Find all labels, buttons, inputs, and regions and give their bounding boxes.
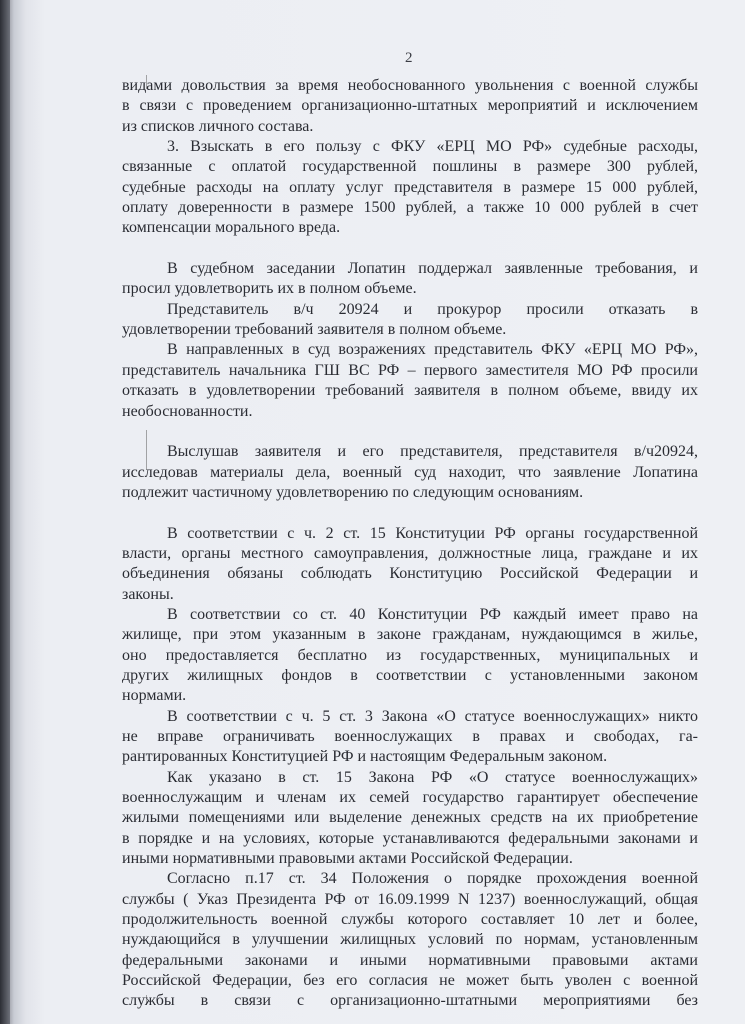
text-line: законы. [122,585,174,603]
paragraph [122,137,698,239]
paragraph-gap [122,422,698,442]
text-line: удовлетворении требований заявителя в полном объеме. [122,321,507,339]
text-line: компенсации морального вреда. [122,219,341,237]
text-line: продолжительность военной службы которого составляет 10 лет и более, [122,911,698,929]
text-line: Согласно п.17 ст. 34 Положения о порядке прохождения военной [167,870,698,888]
text-line: просил удовлетворить их в полном объеме. [122,280,417,298]
text-line: из списков личного состава. [122,117,314,135]
text-line: В соответствии с ч. 5 ст. 3 Закона «О статусе военнослужащих» никто [167,707,698,725]
paragraph [122,605,698,707]
paragraph [122,869,698,1011]
text-line: Как указано в ст. 15 Закона РФ «О статусе военнослужащих» [167,768,698,786]
text-line: службы ( Указ Президента РФ от 16.09.1999 N 1237) военнослужащий, общая [122,890,698,908]
text-line: видами довольствия за время необоснованного увольнения с военной службы [122,77,698,94]
text-line: В соответствии с ч. 2 ст. 15 Конституции РФ органы государственной [167,524,698,542]
page-number: 2 [405,50,413,66]
text-line: оно предоставляется бесплатно из государственных, муниципальных и [122,646,698,664]
text-line: оплату доверенности в размере 1500 рублей, а также 10 000 рублей в счет [122,199,698,217]
text-line: других жилищных фондов в соответствии с установленными законом [122,666,698,684]
paragraph [122,707,698,768]
paragraph-gap [122,239,698,259]
text-line: Выслушав заявителя и его представителя, представителя в/ч20924, [167,443,698,461]
text-line: отказать в удовлетворении требований заявителя в полном объеме, ввиду их [122,382,698,400]
text-line: службы в связи с организационно-штатными мероприятиями без [122,992,698,1010]
text-line: в связи с проведением организационно-штатных мероприятий и исключением [122,97,698,115]
text-line: необоснованности. [122,402,253,420]
text-line: военнослужащим и членам их семей государство гарантирует обеспечение [122,789,698,807]
text-line: нормами. [122,687,187,705]
paragraph [122,259,698,300]
text-line: жилище, при этом указанным в законе гражданам, нуждающимся в жилье, [122,626,698,644]
text-line: жилыми помещениями или выделение денежных средств на их приобретение [122,809,698,827]
text-line: власти, органы местного самоуправления, должностные лица, граждане и их [122,544,698,562]
paragraph [122,524,698,605]
paragraph [122,442,698,503]
text-line: объединения обязаны соблюдать Конституцию Российской Федерации и [122,565,698,583]
text-line: В соответствии со ст. 40 Конституции РФ каждый имеет право на [167,605,698,623]
text-line: рантированных Конституцией РФ и настоящим Федеральным законом. [122,748,608,766]
text-line: федеральными законами и иными нормативными правовыми актами [122,951,698,969]
text-line: Представитель в/ч 20924 и прокурор просили отказать в [167,300,698,318]
paragraph-gap [122,503,698,523]
text-line: связанные с оплатой государственной пошлины в размере 300 рублей, [122,158,698,176]
text-line: иными нормативными правовыми актами Российской Федерации. [122,850,573,868]
text-line: нуждающийся в улучшении жилищных условий по нормам, установленным [122,931,698,949]
scan-left-edge [0,0,10,1024]
text-line: Российской Федерации, без его согласия не может быть уволен с военной [122,972,698,990]
text-line: исследовав материалы дела, военный суд находит, что заявление Лопатина [122,463,698,481]
text-line: не вправе ограничивать военнослужащих в правах и свободах, га- [122,728,698,745]
paragraph [122,76,698,137]
text-line: В судебном заседании Лопатин поддержал заявленные требования, и [167,260,698,278]
text-line: представитель начальника ГШ ВС РФ – первого заместителя МО РФ просили [122,361,698,379]
text-line: судебные расходы на оплату услуг представителя в размере 15 000 рублей, [122,178,698,196]
paragraph [122,768,698,870]
paragraph [122,300,698,341]
text-line: В направленных в суд возражениях представитель ФКУ «ЕРЦ МО РФ», [167,341,698,359]
text-line: в порядке и на условиях, которые устанавливаются федеральными законами и [122,829,698,847]
text-line: 3. Взыскать в его пользу с ФКУ «ЕРЦ МО РФ» судебные расходы, [167,138,698,156]
paragraph [122,340,698,421]
text-line: подлежит частичному удовлетворению по следующим основаниям. [122,483,584,501]
document-body [122,76,698,1012]
